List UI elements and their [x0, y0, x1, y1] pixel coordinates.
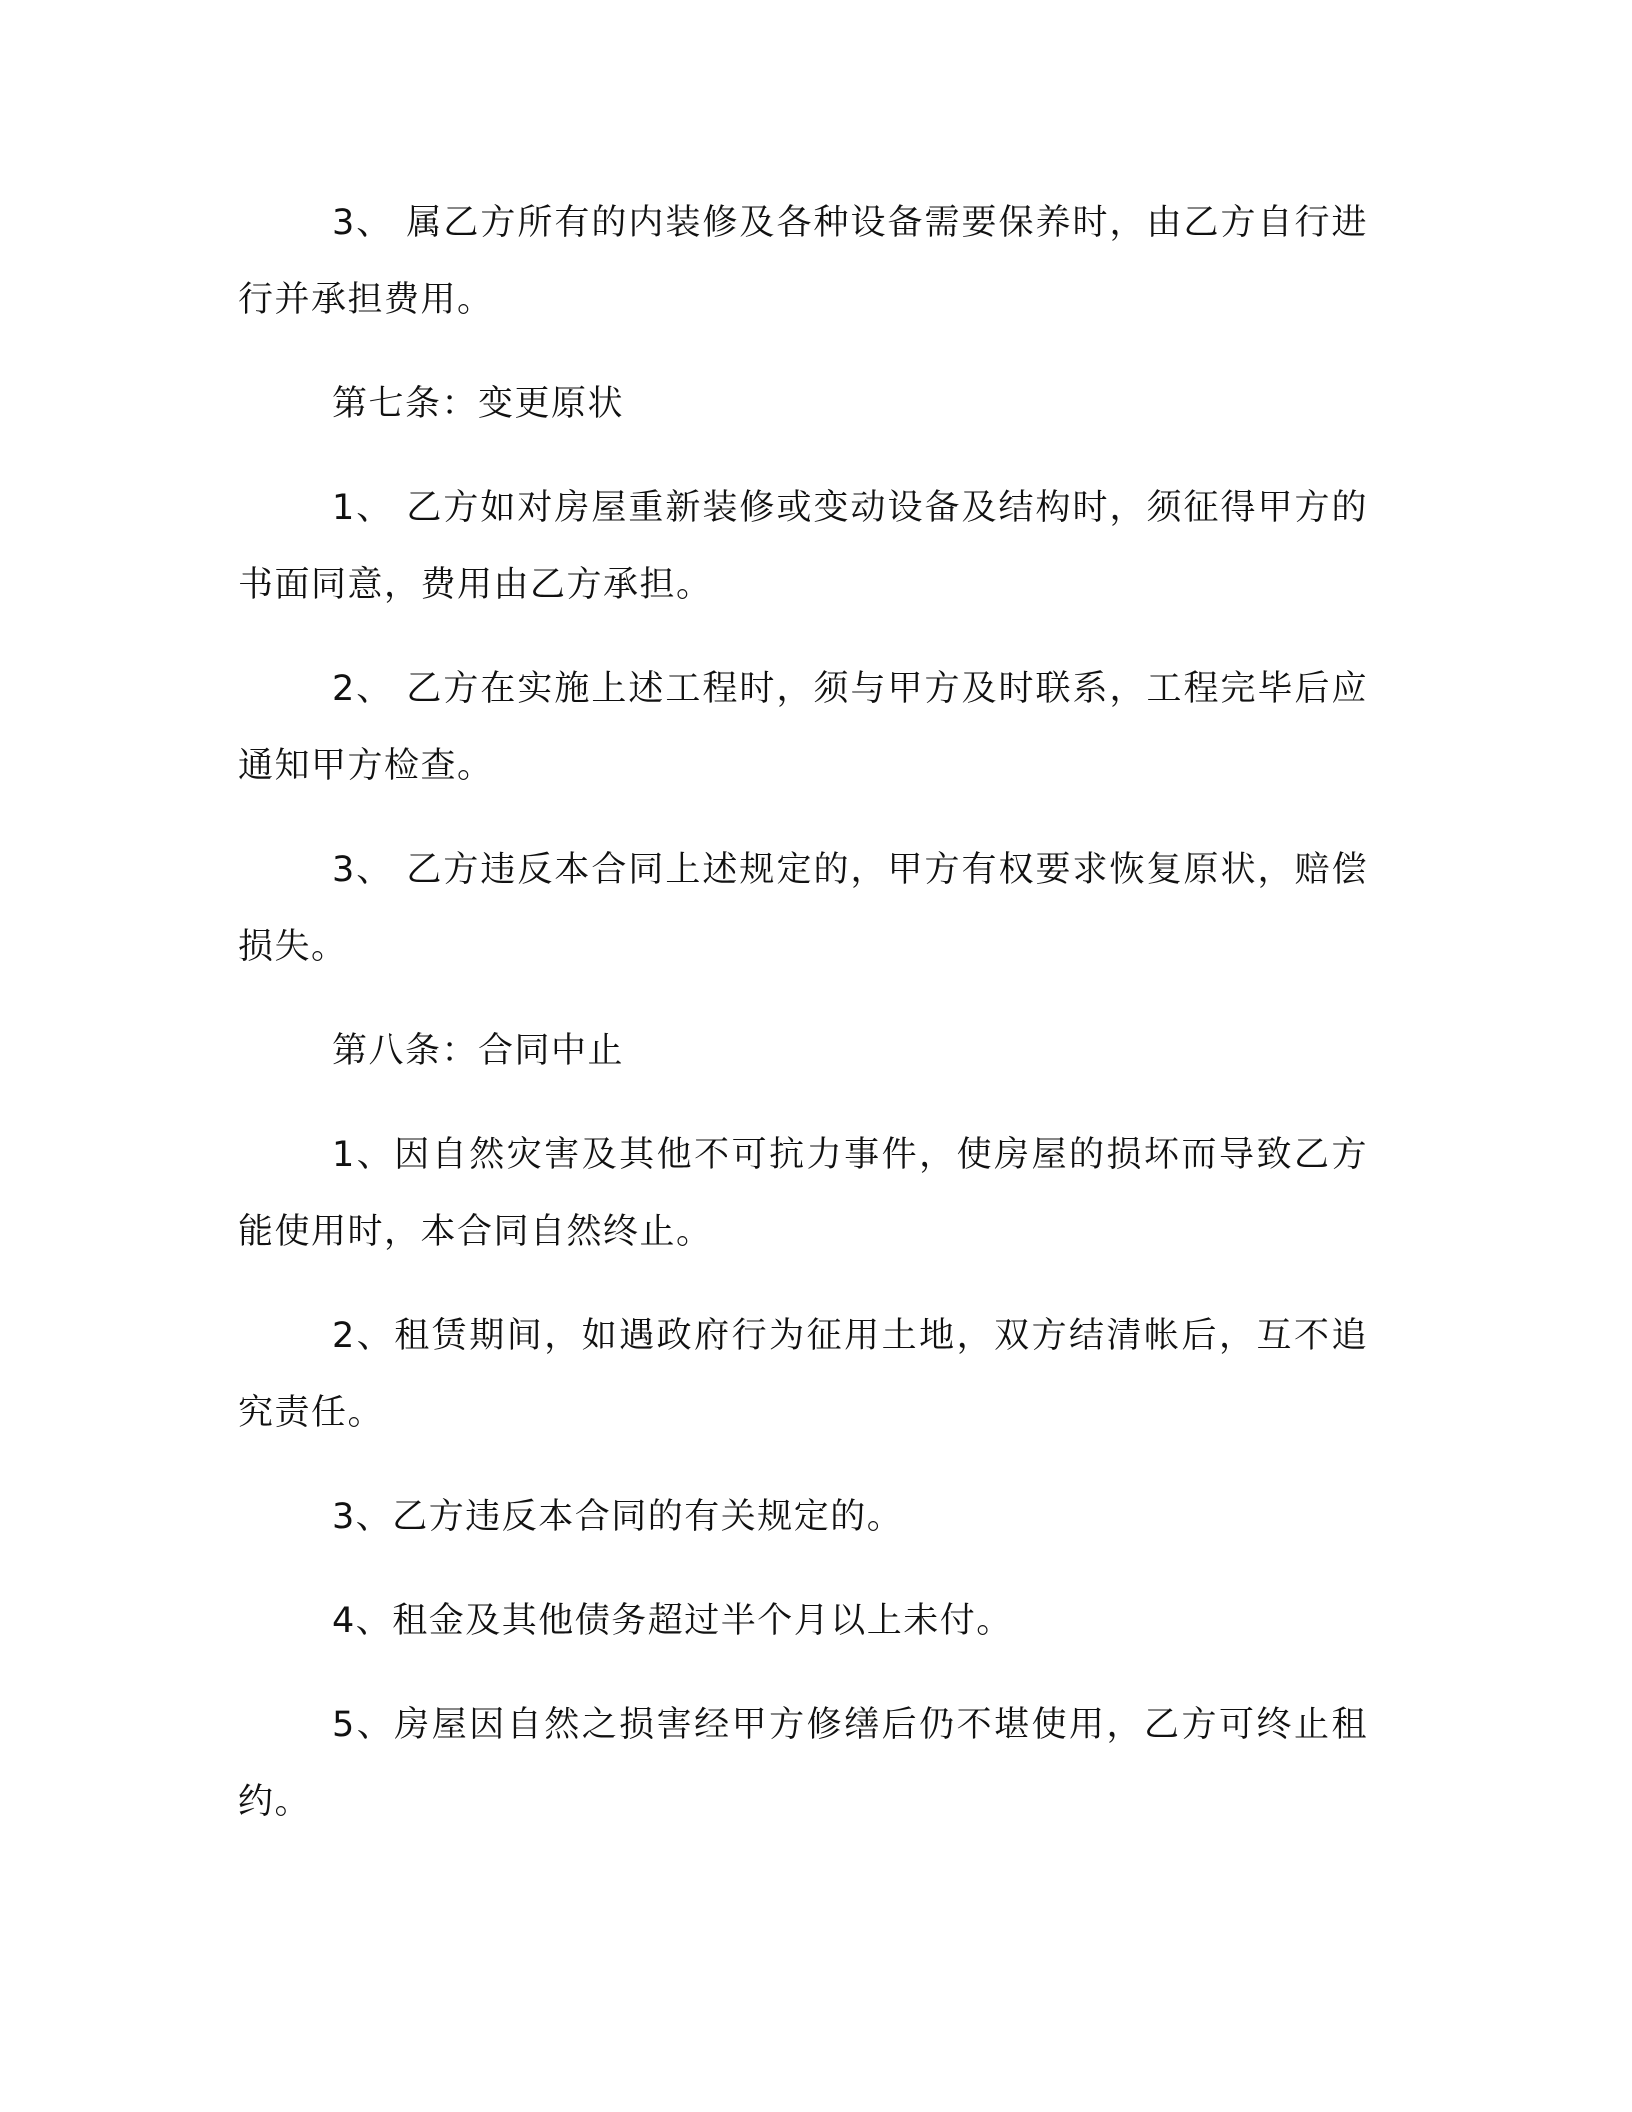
paragraph-clause-6-item-3: 3、 属乙方所有的内装修及各种设备需要保养时，由乙方自行进行并承担费用。: [238, 203, 1368, 320]
paragraph-article-8-item-2: 2、租赁期间，如遇政府行为征用土地，双方结清帐后，互不追究责任。: [238, 1316, 1368, 1433]
paragraph-article-7-item-1: 1、 乙方如对房屋重新装修或变动设备及结构时，须征得甲方的书面同意，费用由乙方承担。: [238, 488, 1368, 605]
paragraph-article-8-item-1: 1、因自然灾害及其他不可抗力事件，使房屋的损坏而导致乙方能使用时，本合同自然终止。: [238, 1135, 1368, 1252]
article-8-heading: 第八条：合同中止: [332, 1031, 625, 1071]
paragraph-article-8-item-5: 5、房屋因自然之损害经甲方修缮后仍不堪使用，乙方可终止租约。: [238, 1705, 1368, 1822]
paragraph-article-8-item-4: 4、租金及其他债务超过半个月以上未付。: [332, 1601, 1013, 1641]
paragraph-article-7-item-3: 3、 乙方违反本合同上述规定的，甲方有权要求恢复原状，赔偿损失。: [238, 850, 1368, 967]
article-7-heading: 第七条：变更原状: [332, 384, 625, 424]
document-body: [238, 185, 1368, 1841]
paragraph-article-8-item-3: 3、乙方违反本合同的有关规定的。: [332, 1497, 904, 1537]
paragraph-article-7-item-2: 2、 乙方在实施上述工程时，须与甲方及时联系，工程完毕后应通知甲方检查。: [238, 669, 1368, 786]
